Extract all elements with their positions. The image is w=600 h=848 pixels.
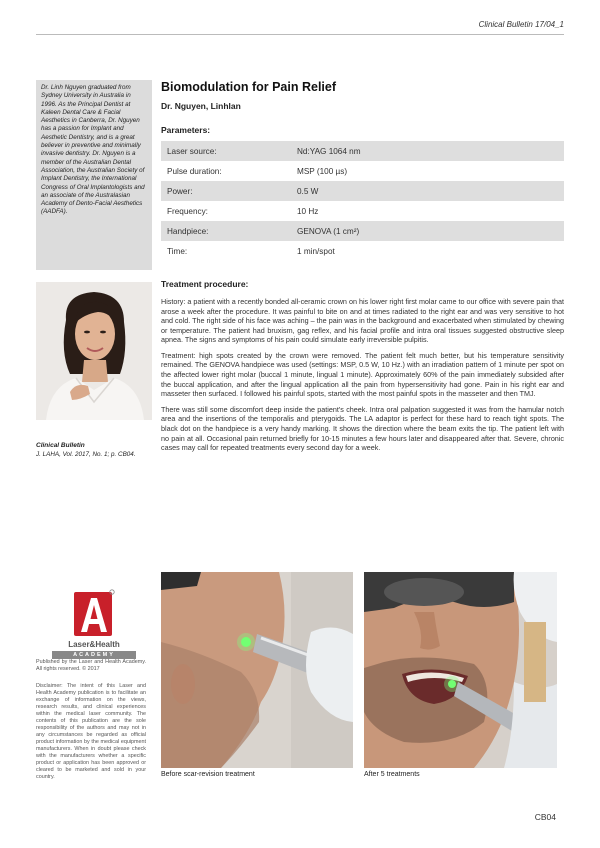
param-value: GENOVA (1 cm²) bbox=[291, 221, 564, 241]
author-bio-box bbox=[36, 80, 152, 270]
logo-name: Laser&Health bbox=[68, 640, 120, 649]
parameters-heading: Parameters: bbox=[161, 125, 211, 135]
table-row bbox=[161, 241, 564, 261]
academy-logo bbox=[36, 588, 152, 659]
header-rule bbox=[36, 34, 564, 35]
param-value: MSP (100 µs) bbox=[297, 166, 348, 176]
photo-after-caption: After 5 treatments bbox=[364, 771, 420, 778]
page-number: CB04 bbox=[534, 812, 556, 822]
param-value: Nd:YAG 1064 nm bbox=[291, 141, 564, 161]
param-value: 0.5 W bbox=[291, 181, 564, 201]
table-row bbox=[161, 221, 564, 241]
param-label: Pulse duration: bbox=[167, 166, 222, 176]
photo-before-caption: Before scar-revision treatment bbox=[161, 771, 255, 778]
procedure-heading: Treatment procedure: bbox=[161, 279, 249, 289]
citation-title: Clinical Bulletin bbox=[36, 442, 85, 449]
param-value: 1 min/spot bbox=[297, 246, 335, 256]
table-row bbox=[161, 161, 564, 181]
logo-academy: ACADEMY bbox=[52, 651, 136, 659]
citation-reference: J. LAHA, Vol. 2017, No. 1; p. CB04. bbox=[36, 451, 136, 458]
sidebar bbox=[36, 80, 152, 458]
param-label: Power: bbox=[161, 181, 291, 201]
paragraph-history: History: a patient with a recently bonded all-ceramic crown on his lower right first molar came to our office with severe pain that arose a week after the procedure. It was painful to bite on and at times radiated to the right ear and was very sensitive to hot and cold. The right side of his face was aching – the pain was in the background and exacerbated when stimulated by chewing or temperature. The patient had bruxism, gag reflex, and his facial profile and intra oral tissues suggested obstructive sleep apnea. The signs and symptoms of his pain could simulate early irreversible pulpitis. bbox=[161, 297, 564, 345]
paragraph-treatment: Treatment: high spots created by the crown were removed. The patient felt much better, but his temperature sensitivity remained. The GENOVA handpiece was used (settings: MSP, 0.5 W, 10 Hz.) with an irradiation pattern of 1 minute per spot on the affected lower right molar (buccal 1 minute, lingual 1 minute). Approximately 60% of the pain immediately subsided after the buccal application, and after the lingual application all the pain from hypersensitivity had gone. Pain in his right ear and masseter then surfaced. I followed his painful spots, started with the most painful spots in the masseter and then TMJ. bbox=[161, 350, 564, 399]
header-reference: Clinical Bulletin 17/04_1 bbox=[478, 20, 564, 29]
article-author: Dr. Nguyen, Linhlan bbox=[161, 101, 241, 111]
photo-after bbox=[364, 572, 557, 768]
author-bio: Dr. Linh Nguyen graduated from Sydney University in Australia in 1996. As the Principal Dentist at Kaleen Dental Care & Facial Aesthetics in Canberra, Dr. Nguyen has a passion for Implant and Aesthetic Dentistry, and is a great believer in preventive and minimally invasive dentistry. Dr. Nguyen is a member of the Australian Dental Association, the Australian Society of Implant Dentistry, the International Congress of Oral Implantologists and an associate of the Australasian Academy of Dento-Facial Aesthetics (AADFA). bbox=[41, 84, 145, 216]
parameters-table bbox=[161, 141, 564, 261]
author-portrait bbox=[36, 282, 152, 420]
table-row bbox=[161, 201, 564, 221]
param-value: 10 Hz bbox=[297, 206, 319, 216]
param-label: Time: bbox=[167, 246, 188, 256]
article bbox=[161, 80, 564, 453]
article-title: Biomodulation for Pain Relief bbox=[161, 80, 337, 94]
photo-before bbox=[161, 572, 353, 768]
table-row bbox=[161, 181, 564, 201]
publisher-note: Published by the Laser and Health Academy. All rights reserved. © 2017 bbox=[36, 659, 146, 673]
param-label: Laser source: bbox=[161, 141, 291, 161]
disclaimer: Disclaimer: The intent of this Laser and Health Academy publication is to facilitate an exchange of information on the views, research results, and clinical experiences within the medical laser community. The contents of this publication are the sole responsibility of the authors and may not in any circumstances be regarded as official product information by the medical equipment manufacturers. When in doubt please check with the manufacturers whether a specific product or application has been approved or cleared to be marketed and sold in your country. bbox=[36, 683, 146, 781]
table-row bbox=[161, 141, 564, 161]
param-label: Frequency: bbox=[167, 206, 208, 216]
paragraph-followup: There was still some discomfort deep inside the patient's cheek. Intra oral palpation suggested it was from the hamular notch area and the insertions of the temporalis and pterygoids. The LA adaptor is perfect for these hard to reach tight spots. The black dot on the handpiece is a very handy marking. It shows the direction where the beam exits the tip. The patient left with no pain at all. Occasional pain returned briefly for 10-15 minutes a few hours later and disappeared after that. Severe, chronic cases may call for repeated treatments every second day for a week. bbox=[161, 404, 564, 453]
param-label: Handpiece: bbox=[161, 221, 291, 241]
academy-logo-icon bbox=[72, 588, 116, 638]
